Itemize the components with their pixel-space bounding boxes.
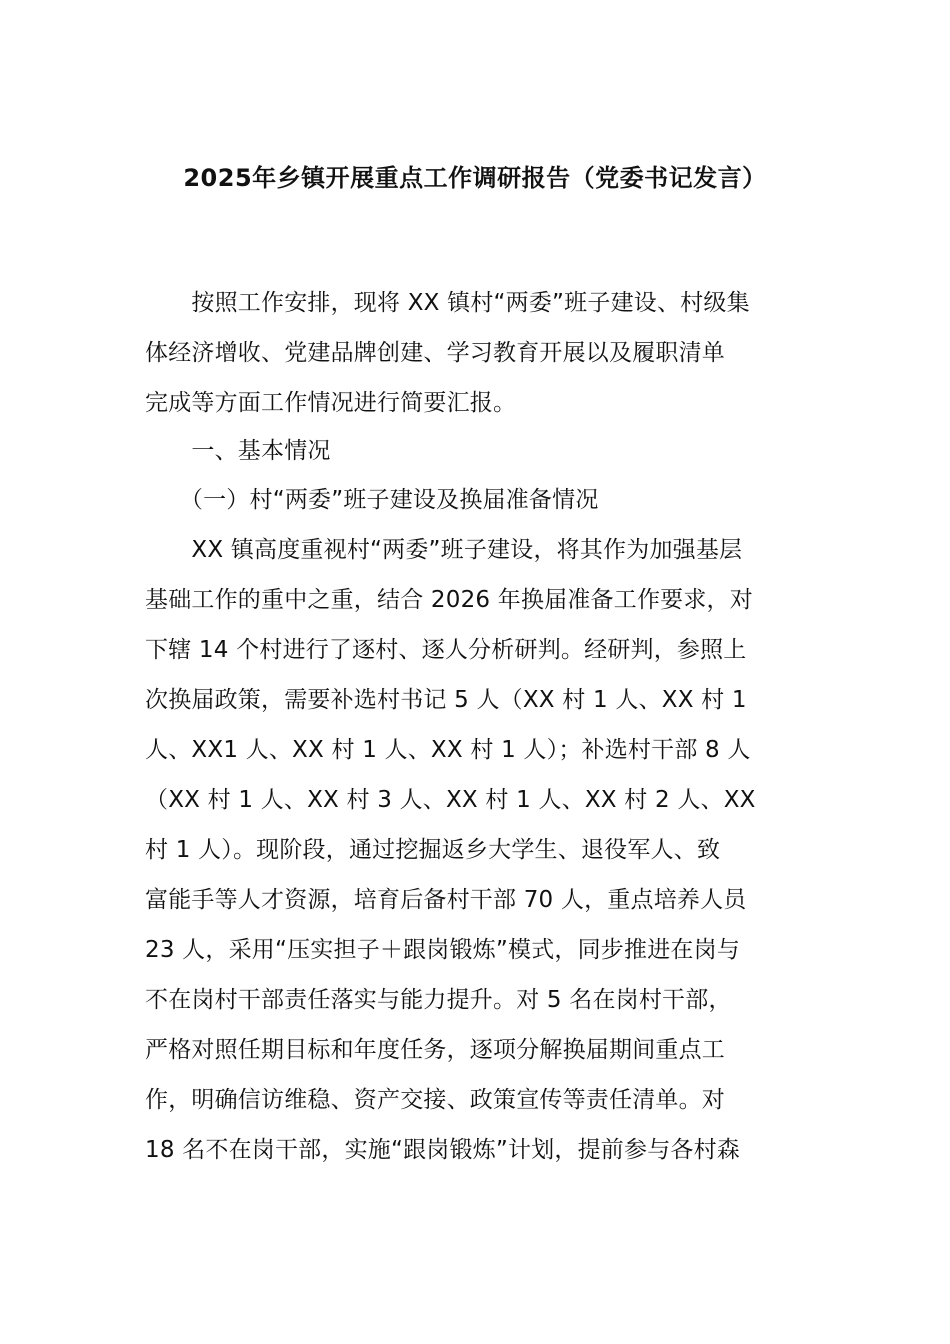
subsection-heading-1: （一）村“两委”班子建设及换届准备情况 <box>145 487 599 513</box>
body-line-5: 基础工作的重中之重，结合 2026 年换届准备工作要求，对 <box>145 587 753 613</box>
body-line-7: 次换届政策，需要补选村书记 5 人（XX 村 1 人、XX 村 1 <box>145 687 747 713</box>
body-line-11: 富能手等人才资源，培育后备村干部 70 人，重点培养人员 <box>145 887 747 913</box>
section-heading-1: 一、基本情况 <box>145 438 331 464</box>
body-line-2: 体经济增收、党建品牌创建、学习教育开展以及履职清单 <box>145 340 725 366</box>
body-line-6: 下辖 14 个村进行了逐村、逐人分析研判。经研判，参照上 <box>145 637 747 663</box>
body-line-13: 不在岗村干部责任落实与能力提升。对 5 名在岗村干部， <box>145 987 732 1013</box>
body-line-1: 按照工作安排，现将 XX 镇村“两委”班子建设、村级集 <box>145 290 750 316</box>
body-line-15: 作，明确信访维稳、资产交接、政策宣传等责任清单。对 <box>145 1087 725 1113</box>
body-line-3: 完成等方面工作情况进行简要汇报。 <box>145 390 517 416</box>
body-line-10: 村 1 人）。现阶段，通过挖掘返乡大学生、退役军人、致 <box>145 837 721 863</box>
body-line-12: 23 人，采用“压实担子＋跟岗锻炼”模式，同步推进在岗与 <box>145 937 741 963</box>
body-line-14: 严格对照任期目标和年度任务，逐项分解换届期间重点工 <box>145 1037 725 1063</box>
body-line-16: 18 名不在岗干部，实施“跟岗锻炼”计划，提前参与各村森 <box>145 1137 741 1163</box>
document-title: 2025年乡镇开展重点工作调研报告（党委书记发言） <box>183 164 767 192</box>
body-line-4: XX 镇高度重视村“两委”班子建设，将其作为加强基层 <box>145 537 743 563</box>
body-line-9: （XX 村 1 人、XX 村 3 人、XX 村 1 人、XX 村 2 人、XX <box>145 787 756 813</box>
body-line-8: 人、XX1 人、XX 村 1 人、XX 村 1 人）；补选村干部 8 人 <box>145 737 751 763</box>
